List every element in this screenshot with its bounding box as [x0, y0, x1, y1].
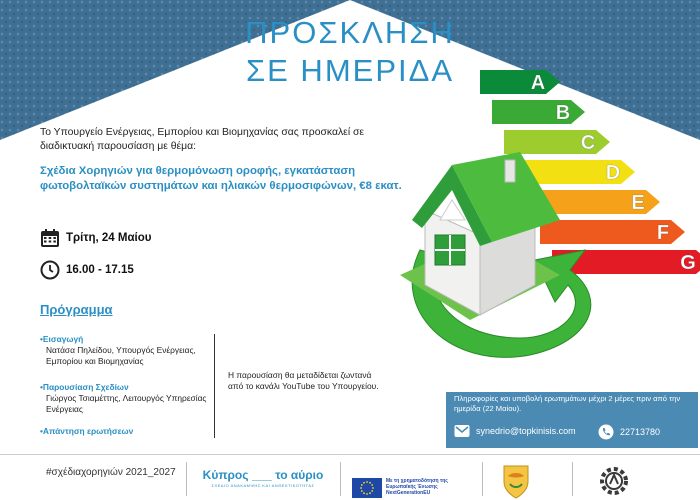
- energy-bar-label: C: [580, 132, 596, 154]
- divider: [214, 334, 215, 438]
- program-item: [40, 334, 220, 367]
- brand-name: Κύπρος ___ το αύριο: [202, 468, 324, 482]
- gear-icon: [596, 462, 632, 500]
- eu-funding-logo: [352, 478, 466, 498]
- eu-funding-text: Με τη χρηματοδότηση της Ευρωπαϊκής Ένωσης NextGenerationEU: [386, 478, 448, 496]
- event-date: Τρίτη, 24 Μαίου: [66, 232, 152, 244]
- program-item-speaker: Νατάσα Πηλείδου, Υπουργός Ενέργειας, Εμπορίου και Βιομηχανίας: [46, 345, 196, 366]
- eu-flag-icon: [352, 478, 382, 498]
- event-time: 16.00 - 17.15: [66, 264, 134, 276]
- energy-bar-b: [492, 100, 585, 124]
- energy-bar-label: A: [530, 72, 546, 94]
- program-item-head: •Εισαγωγή: [40, 334, 84, 344]
- program-item-head: •Απάντηση ερωτήσεων: [40, 426, 134, 436]
- clock-icon: [40, 260, 60, 280]
- energy-bar-f: [540, 220, 685, 244]
- footer-divider: [0, 454, 700, 455]
- title-line-1: ΠΡΟΣΚΛΗΣΗ: [245, 15, 455, 50]
- footer-separator: [482, 462, 483, 496]
- calendar-icon: [40, 228, 60, 248]
- energy-bar-label: E: [631, 192, 645, 214]
- energy-bar-a: [480, 70, 560, 94]
- contact-phone[interactable]: [598, 424, 660, 440]
- energy-bar-label: D: [605, 162, 621, 184]
- program-item: [40, 426, 220, 437]
- stream-note: Η παρουσίαση θα μεταδίδεται ζωντανά από το κανάλι YouTube του Υπουργείου.: [228, 370, 379, 391]
- footer-separator: [572, 462, 573, 496]
- brand-logo: [198, 468, 328, 488]
- contact-email[interactable]: [454, 424, 576, 438]
- program-item: [40, 382, 220, 415]
- title-line-2: ΣΕ ΗΜΕΡΙΔΑ: [245, 53, 454, 88]
- brand-tagline: ΣΧΕΔΙΟ ΑΝΑΚΑΜΨΗΣ ΚΑΙ ΑΝΘΕΚΤΙΚΟΤΗΤΑΣ: [211, 483, 315, 488]
- energy-bar-label: G: [680, 252, 696, 274]
- intro-text: Το Υπουργείο Ενέργειας, Εμπορίου και Βιομηχανίας σας προσκαλεί σε διαδικτυακή παρουσίαση με θέμα:: [40, 127, 365, 152]
- date-row: [40, 228, 151, 248]
- contact-text: Πληροφορίες και υποβολή ερωτημάτων μέχρι 2 μέρες πριν από την ημερίδα (22 Μαίου).: [454, 394, 681, 413]
- energy-bar-label: B: [555, 102, 571, 124]
- subject-text: Σχέδια Χορηγιών για θερμομόνωση οροφής, εγκατάσταση φωτοβολταϊκών συστημάτων και ηλιακών θερμοσιφώνων, €8 εκατ.: [40, 165, 402, 192]
- energy-bar-c: [504, 130, 610, 154]
- program-item-speaker: Γιώργος Τσιαμέττης, Λειτουργός Υπηρεσίας Ενέργειας: [46, 393, 207, 414]
- energy-bar-label: F: [656, 222, 670, 244]
- cyprus-emblem-icon: [498, 462, 534, 500]
- contact-box: [446, 392, 698, 448]
- footer-separator: [340, 462, 341, 496]
- program-item-head: •Παρουσίαση Σχεδίων: [40, 382, 129, 392]
- time-row: [40, 260, 134, 280]
- mail-icon: [454, 424, 470, 438]
- email-address[interactable]: synedrio@topkinisis.com: [476, 426, 576, 436]
- footer-hashtag: #σχέδιαχορηγιών 2021_2027: [46, 467, 176, 478]
- phone-icon: [598, 424, 614, 440]
- program-title: Πρόγραμμα: [40, 302, 113, 317]
- energy-house-illustration: [360, 70, 700, 370]
- phone-number[interactable]: 22713780: [620, 427, 661, 437]
- footer-separator: [186, 462, 187, 496]
